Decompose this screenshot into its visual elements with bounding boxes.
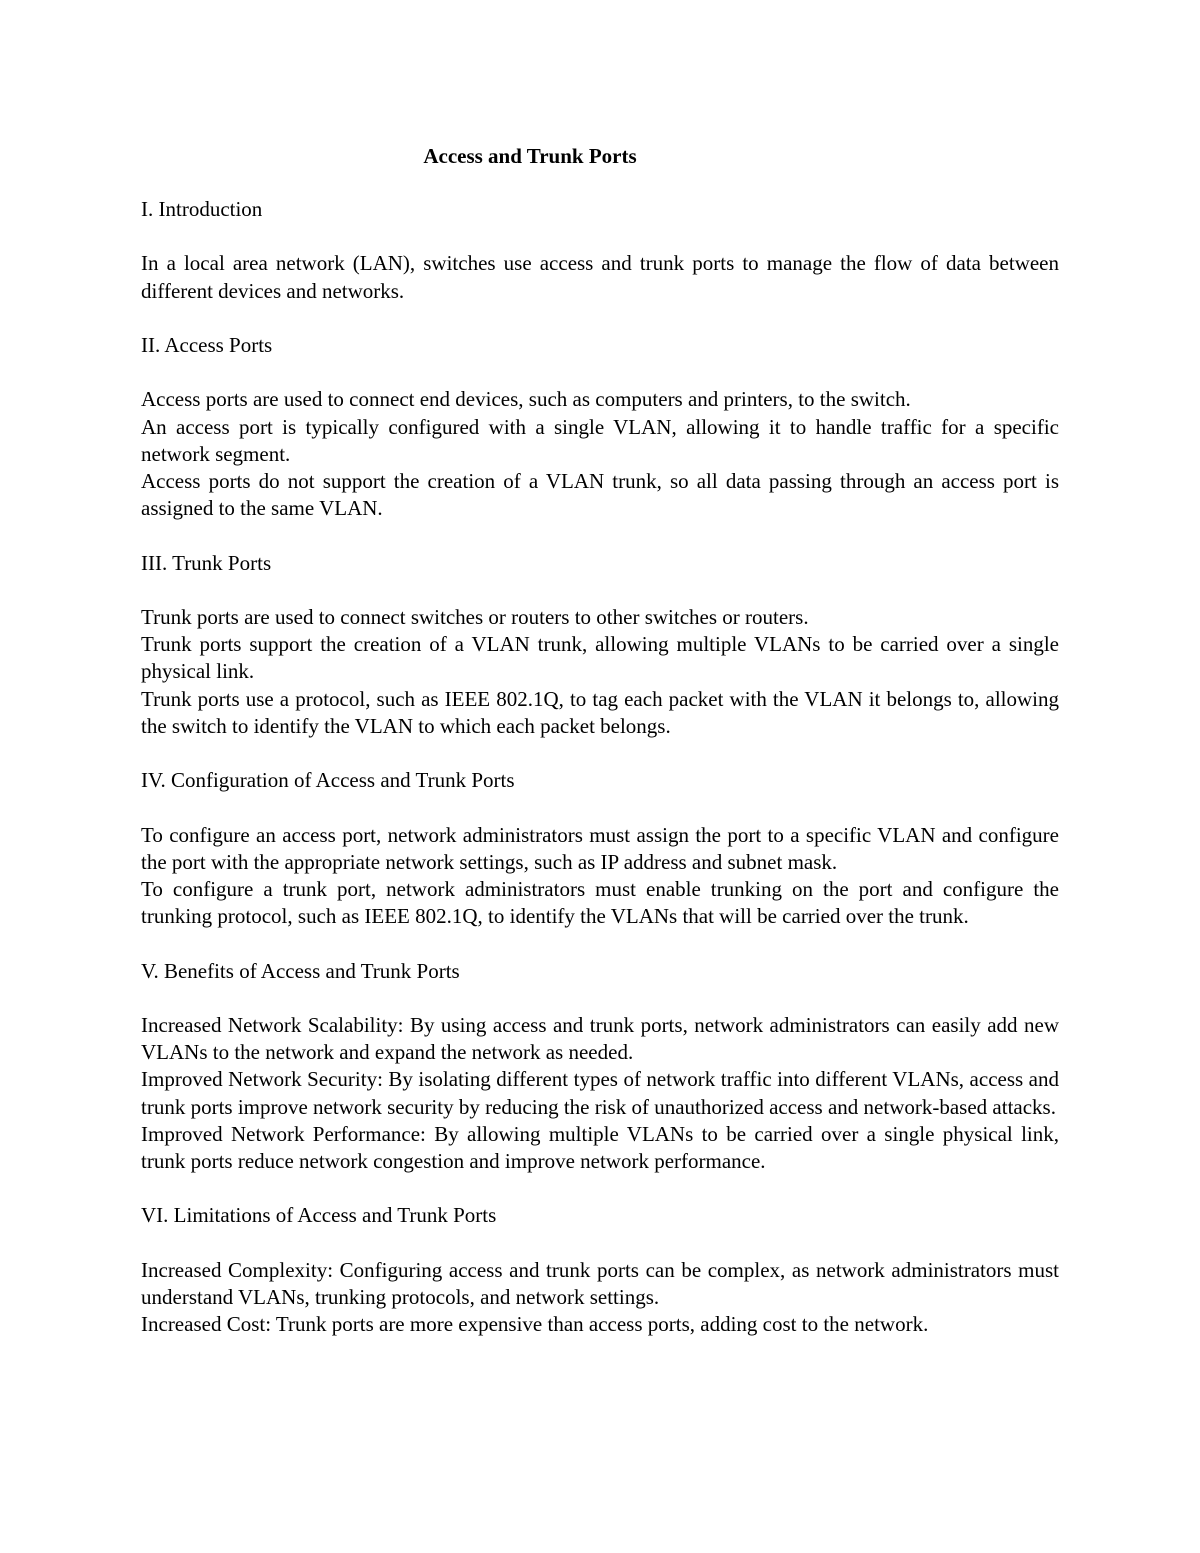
document-title: Access and Trunk Ports bbox=[423, 144, 637, 168]
paragraph: Trunk ports support the creation of a VLAN trunk, allowing multiple VLANs to be carried over a single physical link. bbox=[141, 632, 1059, 684]
paragraph: Improved Network Performance: By allowing multiple VLANs to be carried over a single physical link, trunk ports reduce network congestion and improve network performance. bbox=[141, 1121, 1059, 1173]
paragraph: Access ports are used to connect end devices, such as computers and printers, to the switch. bbox=[141, 387, 911, 412]
section-heading-limitations: VI. Limitations of Access and Trunk Ports bbox=[141, 1203, 497, 1228]
paragraph: Trunk ports are used to connect switches or routers to other switches or routers. bbox=[141, 604, 809, 629]
paragraph: To configure an access port, network administrators must assign the port to a specific VLAN and configure the port with the appropriate network settings, such as IP address and subnet mask. bbox=[141, 822, 1059, 874]
paragraph: Trunk ports use a protocol, such as IEEE 802.1Q, to tag each packet with the VLAN it belongs to, allowing the switch to identify the VLAN to which each packet belongs. bbox=[141, 686, 1059, 738]
section-heading-configuration: IV. Configuration of Access and Trunk Ports bbox=[141, 768, 515, 793]
paragraph: Increased Network Scalability: By using access and trunk ports, network administrators can easily add new VLANs to the network and expand the network as needed. bbox=[141, 1012, 1059, 1065]
paragraph: In a local area network (LAN), switches use access and trunk ports to manage the flow of data between different devices and networks. bbox=[141, 251, 1059, 303]
paragraph: Increased Complexity: Configuring access and trunk ports can be complex, as network administrators must understand VLANs, trunking protocols, and network settings. bbox=[141, 1257, 1059, 1309]
section-heading-trunk-ports: III. Trunk Ports bbox=[141, 550, 272, 575]
paragraph: An access port is typically configured with a single VLAN, allowing it to handle traffic for a specific network segment. bbox=[141, 414, 1059, 466]
document-body bbox=[141, 196, 1059, 1338]
paragraph: To configure a trunk port, network administrators must enable trunking on the port and configure the trunking protocol, such as IEEE 802.1Q, to identify the VLANs that will be carried over the trunk. bbox=[141, 876, 1059, 929]
paragraph: Increased Cost: Trunk ports are more expensive than access ports, adding cost to the network. bbox=[141, 1312, 929, 1337]
section-heading-introduction: I. Introduction bbox=[141, 197, 263, 221]
section-heading-access-ports: II. Access Ports bbox=[141, 332, 273, 357]
paragraph: Improved Network Security: By isolating different types of network traffic into different VLANs, access and trunk ports improve network security by reducing the risk of unauthorized access and network-based attacks. bbox=[141, 1067, 1059, 1119]
paragraph: Access ports do not support the creation of a VLAN trunk, so all data passing through an access port is assigned to the same VLAN. bbox=[141, 468, 1059, 521]
section-heading-benefits: V. Benefits of Access and Trunk Ports bbox=[141, 958, 460, 983]
